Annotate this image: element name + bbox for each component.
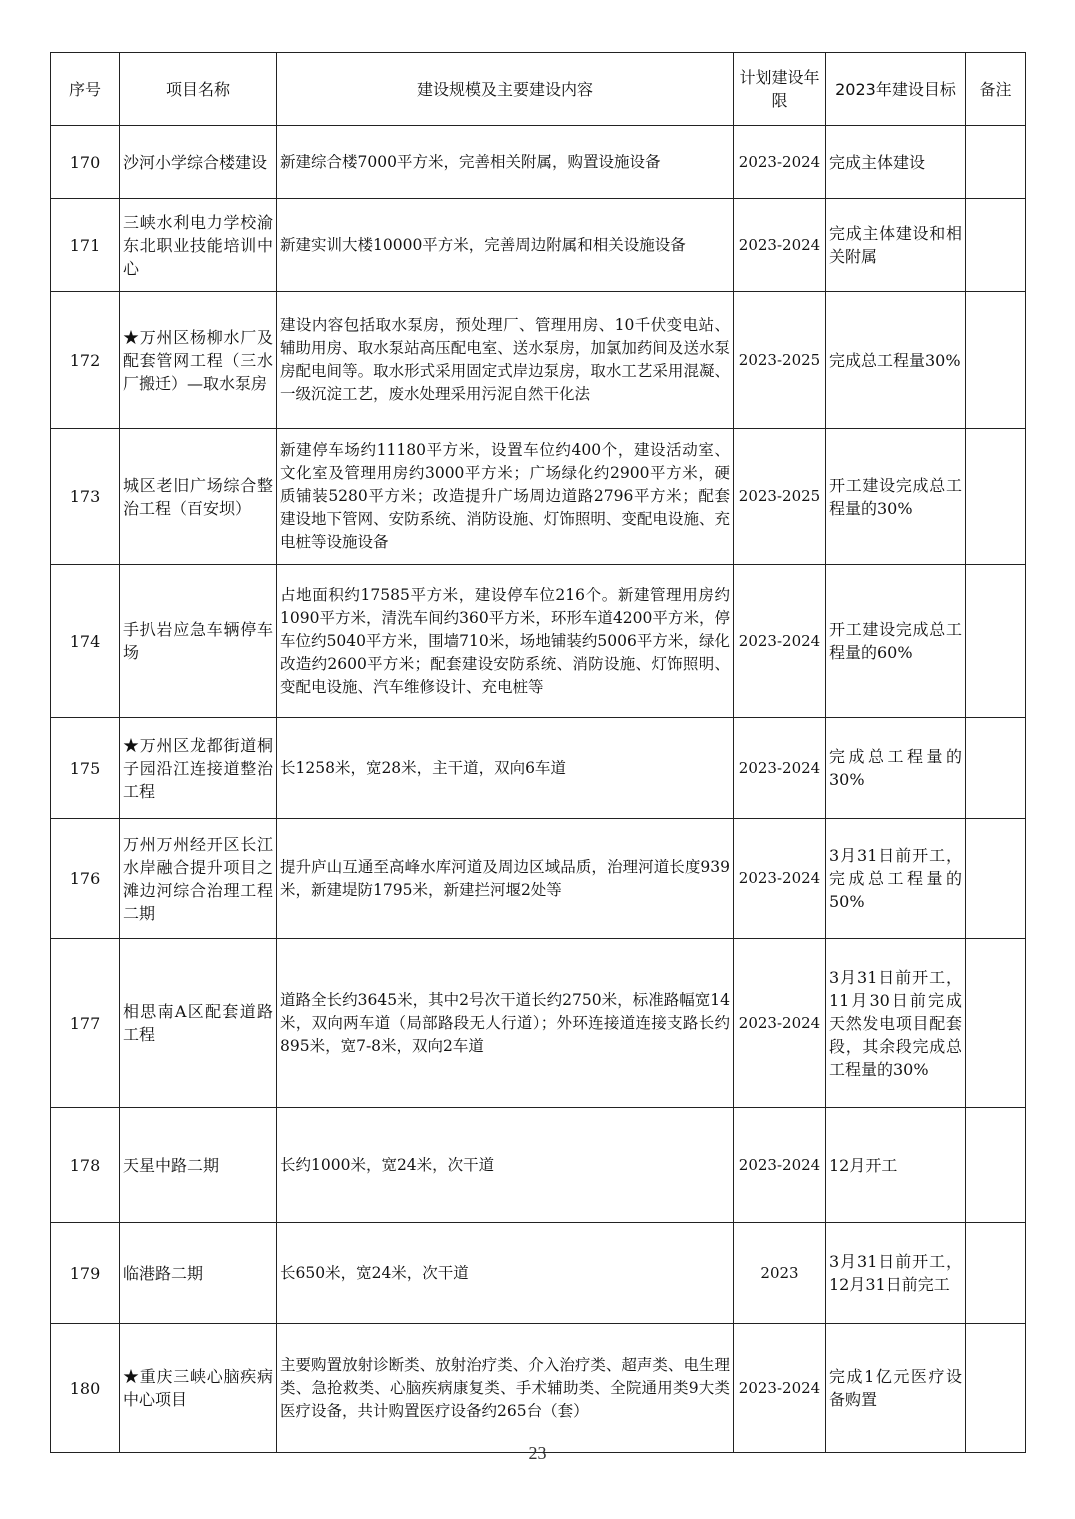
table-row — [51, 718, 1026, 819]
table-row — [51, 292, 1026, 429]
cell-years: 2023-2025 — [734, 429, 826, 565]
cell-note — [966, 718, 1026, 819]
cell-target: 3月31日前开工，12月31日前完工 — [826, 1223, 966, 1324]
cell-name: 天星中路二期 — [120, 1108, 277, 1223]
table-row — [51, 429, 1026, 565]
cell-content: 长约1000米，宽24米，次干道 — [277, 1108, 734, 1223]
cell-years: 2023-2024 — [734, 199, 826, 292]
cell-note — [966, 292, 1026, 429]
cell-no: 176 — [51, 819, 120, 939]
cell-target: 开工建设完成总工程量的30% — [826, 429, 966, 565]
header-name: 项目名称 — [120, 53, 277, 126]
cell-content: 建设内容包括取水泵房，预处理厂、管理用房、10千伏变电站、辅助用房、取水泵站高压配电室、送水泵房，加氯加药间及送水泵房配电间等。取水形式采用固定式岸边泵房，取水工艺采用混凝、一级沉淀工艺，废水处理采用污泥自然干化法 — [277, 292, 734, 429]
cell-years: 2023-2024 — [734, 819, 826, 939]
cell-target: 完成主体建设 — [826, 126, 966, 199]
cell-years: 2023-2024 — [734, 565, 826, 718]
table-row — [51, 126, 1026, 199]
table-row — [51, 565, 1026, 718]
cell-years: 2023-2024 — [734, 1324, 826, 1453]
table-row — [51, 199, 1026, 292]
cell-content: 道路全长约3645米，其中2号次干道长约2750米，标准路幅宽14米，双向两车道（局部路段无人行道）；外环连接道连接支路长约895米，宽7-8米，双向2车道 — [277, 939, 734, 1108]
table-row — [51, 819, 1026, 939]
table-row — [51, 939, 1026, 1108]
cell-years: 2023-2024 — [734, 126, 826, 199]
cell-target: 完成主体建设和相关附属 — [826, 199, 966, 292]
cell-content: 新建停车场约11180平方米，设置车位约400个，建设活动室、文化室及管理用房约3000平方米；广场绿化约2900平方米，硬质铺装5280平方米；改造提升广场周边道路2796平方米；配套建设地下管网、安防系统、消防设施、灯饰照明、变配电设施、充电桩等设施设备 — [277, 429, 734, 565]
cell-note — [966, 429, 1026, 565]
cell-note — [966, 819, 1026, 939]
cell-no: 172 — [51, 292, 120, 429]
cell-years: 2023-2024 — [734, 1108, 826, 1223]
page-number: 23 — [528, 1443, 547, 1463]
header-row — [51, 53, 1026, 126]
cell-name: 相思南A区配套道路工程 — [120, 939, 277, 1108]
cell-years: 2023-2024 — [734, 939, 826, 1108]
cell-content: 新建综合楼7000平方米，完善相关附属，购置设施设备 — [277, 126, 734, 199]
cell-target: 完成总工程量的30% — [826, 718, 966, 819]
cell-note — [966, 1223, 1026, 1324]
cell-no: 177 — [51, 939, 120, 1108]
cell-note — [966, 1324, 1026, 1453]
cell-note — [966, 199, 1026, 292]
cell-no: 180 — [51, 1324, 120, 1453]
cell-years: 2023 — [734, 1223, 826, 1324]
cell-no: 170 — [51, 126, 120, 199]
cell-no: 174 — [51, 565, 120, 718]
cell-target: 完成1亿元医疗设备购置 — [826, 1324, 966, 1453]
cell-target: 3月31日前开工，11月30日前完成天然发电项目配套段，其余段完成总工程量的30% — [826, 939, 966, 1108]
cell-note — [966, 126, 1026, 199]
cell-content: 新建实训大楼10000平方米，完善周边附属和相关设施设备 — [277, 199, 734, 292]
header-note: 备注 — [966, 53, 1026, 126]
cell-target: 12月开工 — [826, 1108, 966, 1223]
cell-target: 3月31日前开工，完成总工程量的50% — [826, 819, 966, 939]
cell-no: 178 — [51, 1108, 120, 1223]
cell-name: ★万州区杨柳水厂及配套管网工程（三水厂搬迁）—取水泵房 — [120, 292, 277, 429]
project-table — [50, 52, 1026, 1453]
cell-years: 2023-2024 — [734, 718, 826, 819]
cell-content: 主要购置放射诊断类、放射治疗类、介入治疗类、超声类、电生理类、急抢救类、心脑疾病康复类、手术辅助类、全院通用类9大类医疗设备，共计购置医疗设备约265台（套） — [277, 1324, 734, 1453]
cell-target: 开工建设完成总工程量的60% — [826, 565, 966, 718]
cell-note — [966, 565, 1026, 718]
header-no: 序号 — [51, 53, 120, 126]
header-years: 计划建设年限 — [734, 53, 826, 126]
table-header — [51, 53, 1026, 126]
header-target: 2023年建设目标 — [826, 53, 966, 126]
cell-name: 手扒岩应急车辆停车场 — [120, 565, 277, 718]
table-row — [51, 1223, 1026, 1324]
cell-content: 长650米，宽24米，次干道 — [277, 1223, 734, 1324]
cell-name: ★重庆三峡心脑疾病中心项目 — [120, 1324, 277, 1453]
cell-note — [966, 1108, 1026, 1223]
cell-name: 城区老旧广场综合整治工程（百安坝） — [120, 429, 277, 565]
cell-name: ★万州区龙都街道桐子园沿江连接道整治工程 — [120, 718, 277, 819]
cell-content: 长1258米，宽28米，主干道，双向6车道 — [277, 718, 734, 819]
cell-no: 173 — [51, 429, 120, 565]
cell-years: 2023-2025 — [734, 292, 826, 429]
cell-name: 万州万州经开区长江水岸融合提升项目之滩边河综合治理工程二期 — [120, 819, 277, 939]
cell-target: 完成总工程量30% — [826, 292, 966, 429]
cell-no: 175 — [51, 718, 120, 819]
cell-note — [966, 939, 1026, 1108]
cell-content: 占地面积约17585平方米，建设停车位216个。新建管理用房约1090平方米，清洗车间约360平方米，环形车道4200平方米，停车位约5040平方米，围墙710米，场地铺装约5006平方米，绿化改造约2600平方米；配套建设安防系统、消防设施、灯饰照明、变配电设施、汽车维修设计、充电桩等 — [277, 565, 734, 718]
table-body — [51, 126, 1026, 1453]
cell-name: 沙河小学综合楼建设 — [120, 126, 277, 199]
project-table-wrapper — [50, 52, 1025, 1453]
table-row — [51, 1108, 1026, 1223]
header-content: 建设规模及主要建设内容 — [277, 53, 734, 126]
cell-content: 提升庐山互通至高峰水库河道及周边区域品质，治理河道长度939米，新建堤防1795米，新建拦河堰2处等 — [277, 819, 734, 939]
cell-no: 179 — [51, 1223, 120, 1324]
cell-name: 临港路二期 — [120, 1223, 277, 1324]
cell-name: 三峡水利电力学校渝东北职业技能培训中心 — [120, 199, 277, 292]
cell-no: 171 — [51, 199, 120, 292]
table-row — [51, 1324, 1026, 1453]
